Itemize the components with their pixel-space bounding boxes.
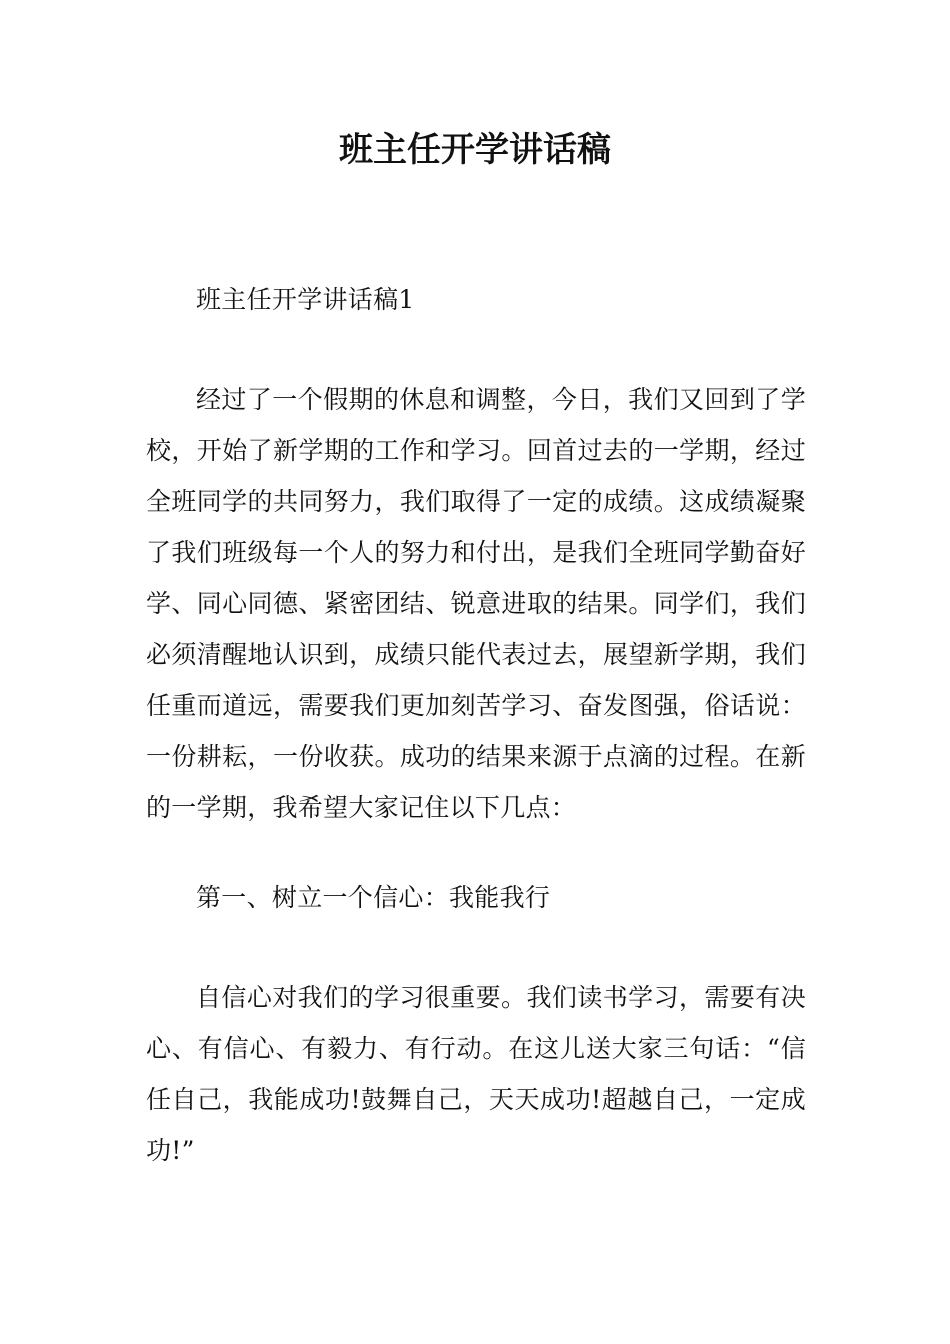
document-title: 班主任开学讲话稿: [339, 130, 611, 170]
section-heading-first: 第一、树立一个信心：我能我行: [196, 883, 551, 912]
paragraph-intro: 经过了一个假期的休息和调整，今日，我们又回到了学校，开始了新学期的工作和学习。回首过去的一学期，经过全班同学的共同努力，我们取得了一定的成绩。这成绩凝聚了我们班级每一个人的努力和付出，是我们全班同学勤奋好学、同心同德、紧密团结、锐意进取的结果。同学们，我们必须清醒地认识到，成绩只能代表过去，展望新学期，我们任重而道远，需要我们更加刻苦学习、奋发图强，俗话说：一份耕耘，一份收获。成功的结果来源于点滴的过程。在新的一学期，我希望大家记住以下几点：: [146, 385, 806, 822]
section-subtitle: 班主任开学讲话稿1: [196, 285, 415, 314]
paragraph-confidence: 自信心对我们的学习很重要。我们读书学习，需要有决心、有信心、有毅力、有行动。在这儿送大家三句话：“信任自己，我能成功!鼓舞自己，天天成功!超越自己，一定成功!”: [146, 983, 806, 1165]
